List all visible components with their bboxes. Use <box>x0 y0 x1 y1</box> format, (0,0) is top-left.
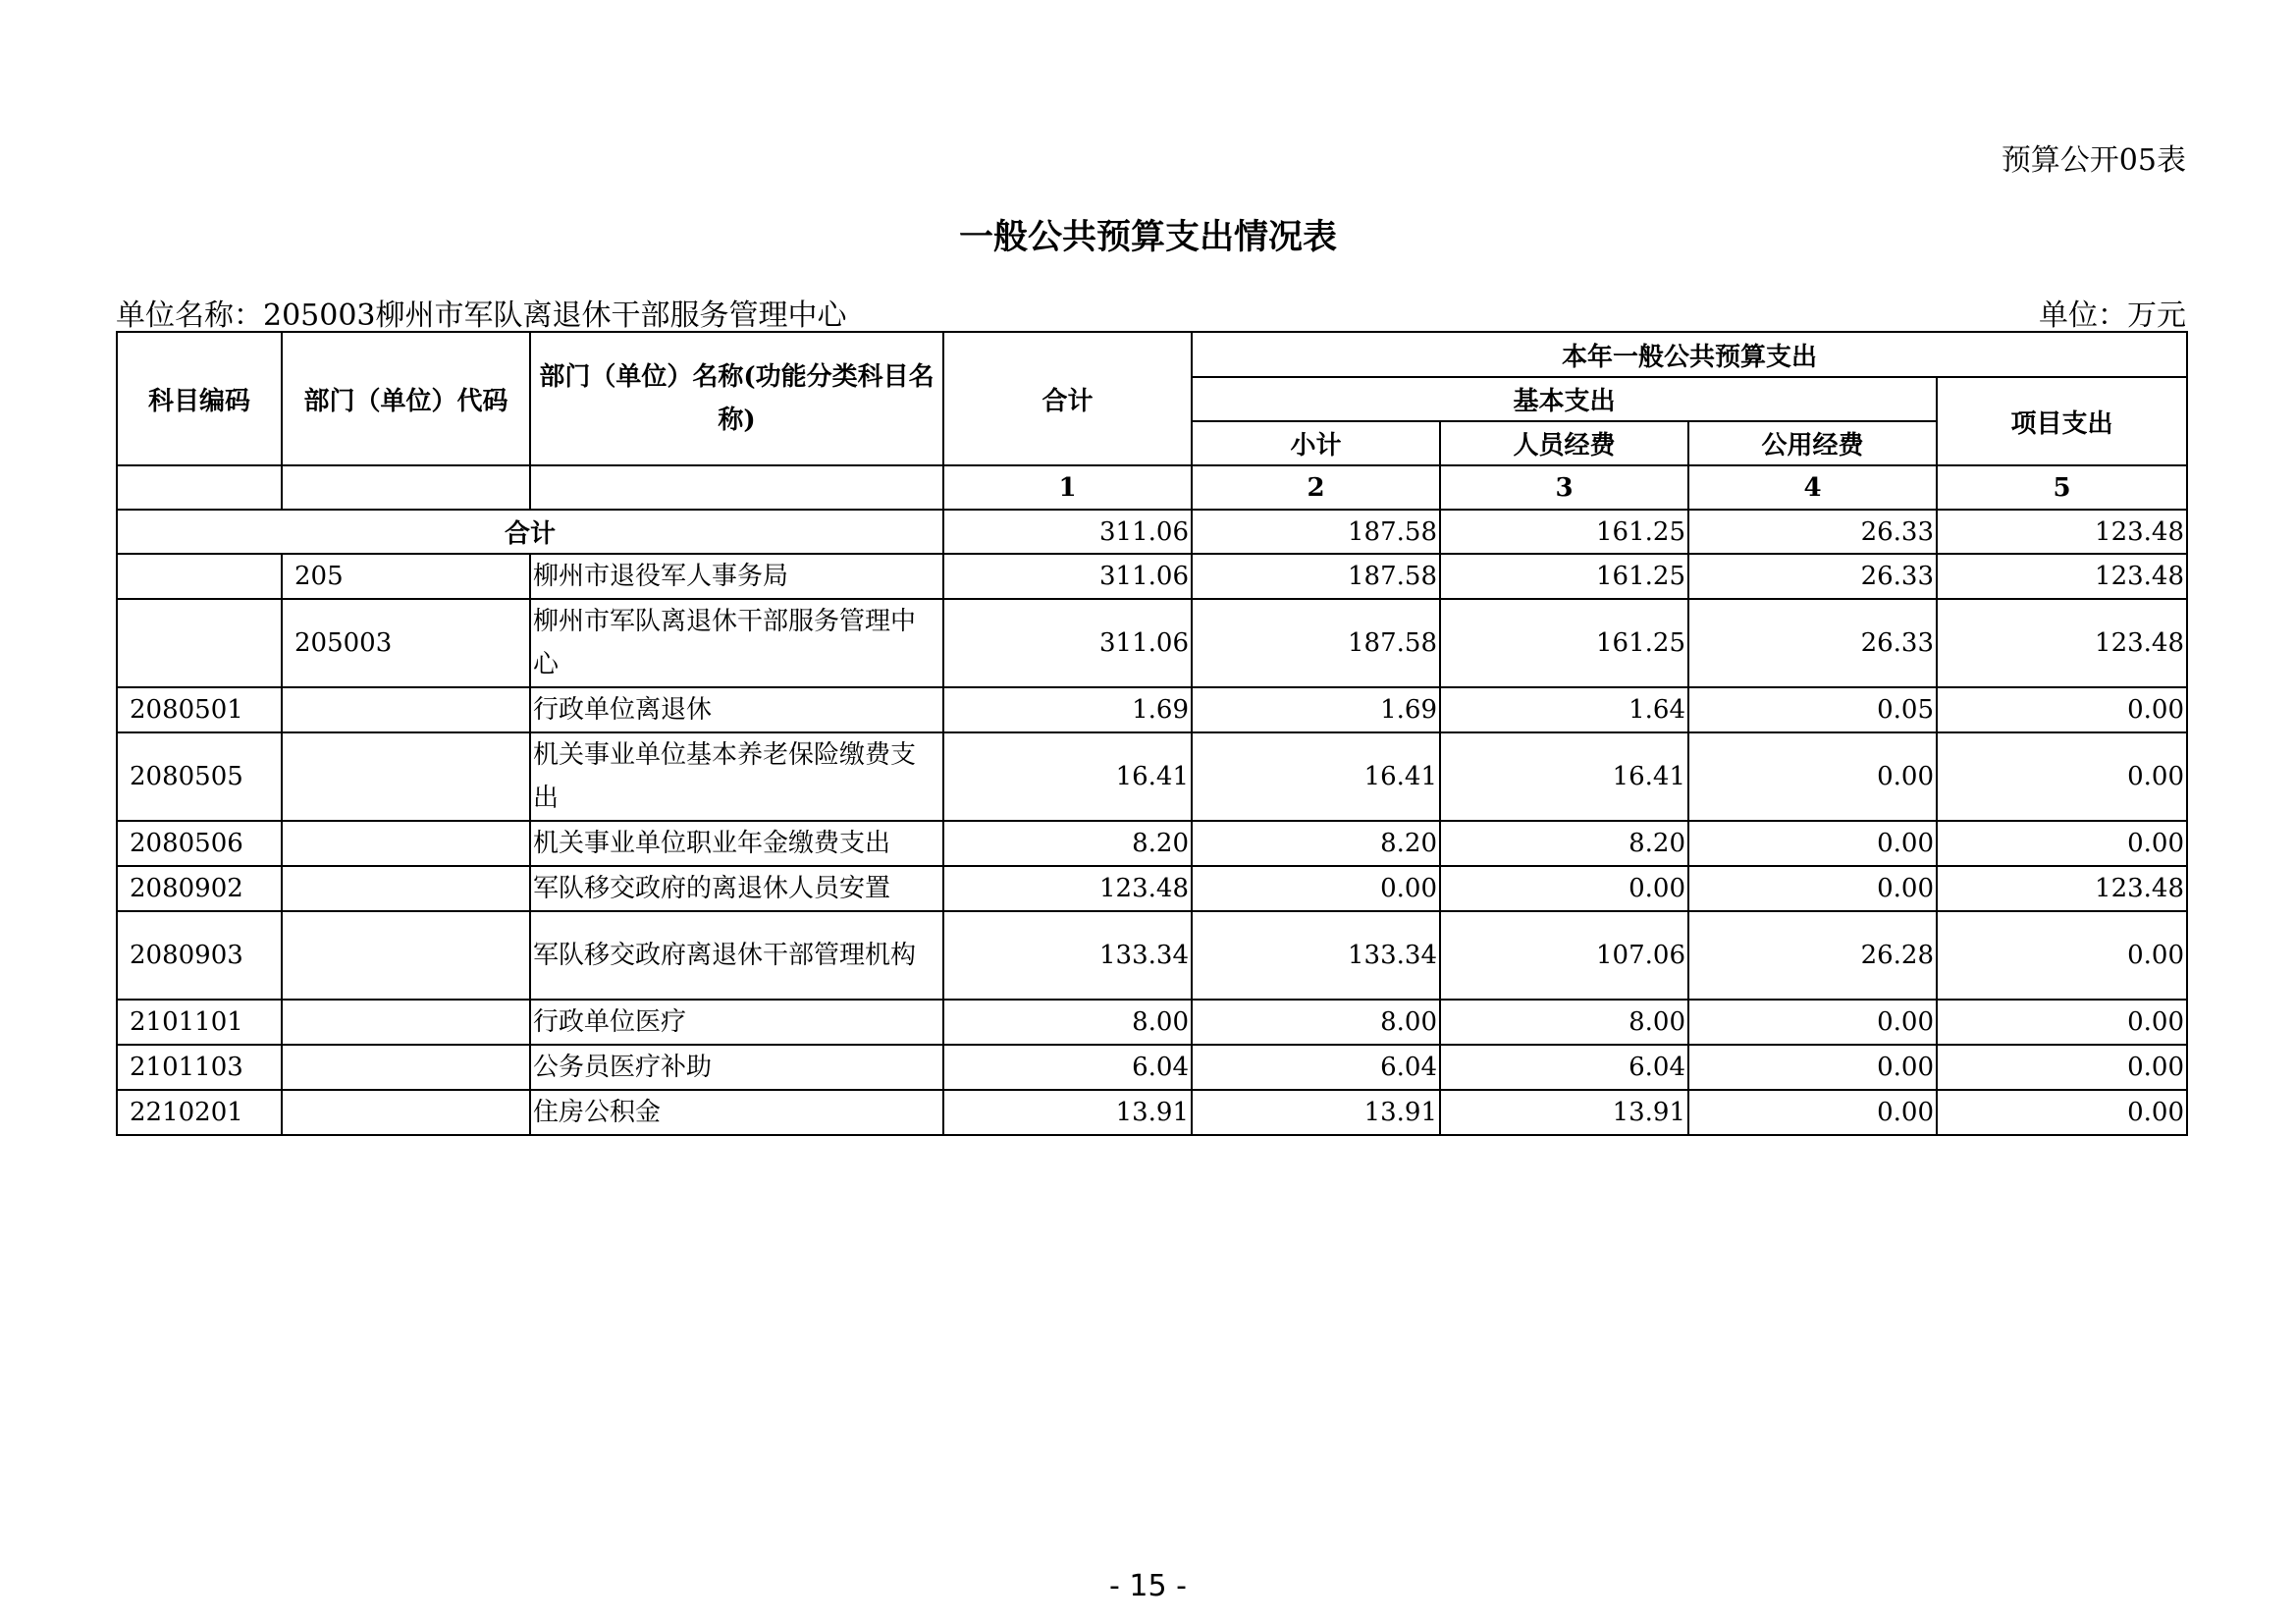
dept-code <box>282 1000 530 1045</box>
value-public: 0.00 <box>1688 866 1937 911</box>
unit-name: 单位名称：205003柳州市军队离退休干部服务管理中心 <box>116 298 847 333</box>
dept-code <box>282 1045 530 1090</box>
form-number: 预算公开05表 <box>2001 143 2186 178</box>
value-public: 0.00 <box>1688 821 1937 866</box>
value-total: 6.04 <box>943 1045 1192 1090</box>
value-personnel: 13.91 <box>1440 1090 1688 1135</box>
budget-table <box>116 331 2188 1136</box>
value-project: 0.00 <box>1937 1045 2187 1090</box>
header-public: 公用经费 <box>1688 421 1937 465</box>
dept-name: 柳州市退役军人事务局 <box>530 554 943 599</box>
dept-name: 机关事业单位职业年金缴费支出 <box>530 821 943 866</box>
subject-code: 2080902 <box>117 866 282 911</box>
dept-code <box>282 1090 530 1135</box>
total-value: 311.06 <box>943 510 1192 554</box>
value-personnel: 8.00 <box>1440 1000 1688 1045</box>
table-row <box>117 911 2187 1000</box>
value-public: 0.00 <box>1688 1000 1937 1045</box>
dept-code: 205 <box>282 554 530 599</box>
total-value: 26.33 <box>1688 510 1937 554</box>
value-project: 0.00 <box>1937 1000 2187 1045</box>
value-personnel: 161.25 <box>1440 554 1688 599</box>
value-personnel: 6.04 <box>1440 1045 1688 1090</box>
header-dept-code: 部门（单位）代码 <box>282 332 530 465</box>
column-number: 3 <box>1440 465 1688 510</box>
total-row <box>117 510 2187 554</box>
value-public: 0.00 <box>1688 732 1937 821</box>
value-subtotal: 8.00 <box>1192 1000 1440 1045</box>
value-total: 13.91 <box>943 1090 1192 1135</box>
value-project: 123.48 <box>1937 599 2187 687</box>
value-total: 1.69 <box>943 687 1192 732</box>
subject-code: 2080903 <box>117 911 282 1000</box>
value-total: 133.34 <box>943 911 1192 1000</box>
column-number-row <box>117 465 2187 510</box>
value-personnel: 107.06 <box>1440 911 1688 1000</box>
value-personnel: 8.20 <box>1440 821 1688 866</box>
value-total: 311.06 <box>943 599 1192 687</box>
header-subtotal: 小计 <box>1192 421 1440 465</box>
header-dept-name: 部门（单位）名称(功能分类科目名称) <box>530 332 943 465</box>
value-personnel: 16.41 <box>1440 732 1688 821</box>
value-subtotal: 6.04 <box>1192 1045 1440 1090</box>
dept-name: 行政单位医疗 <box>530 1000 943 1045</box>
dept-code: 205003 <box>282 599 530 687</box>
total-value: 123.48 <box>1937 510 2187 554</box>
dept-code <box>282 821 530 866</box>
value-public: 26.33 <box>1688 599 1937 687</box>
dept-name: 机关事业单位基本养老保险缴费支出 <box>530 732 943 821</box>
header-subject-code: 科目编码 <box>117 332 282 465</box>
table-row <box>117 554 2187 599</box>
value-personnel: 1.64 <box>1440 687 1688 732</box>
column-number: 2 <box>1192 465 1440 510</box>
value-personnel: 161.25 <box>1440 599 1688 687</box>
value-subtotal: 8.20 <box>1192 821 1440 866</box>
dept-code <box>282 866 530 911</box>
value-project: 123.48 <box>1937 554 2187 599</box>
dept-name: 公务员医疗补助 <box>530 1045 943 1090</box>
dept-name: 行政单位离退休 <box>530 687 943 732</box>
dept-name: 军队移交政府离退休干部管理机构 <box>530 911 943 1000</box>
total-value: 187.58 <box>1192 510 1440 554</box>
page-number: - 15 - <box>1109 1569 1187 1603</box>
dept-code <box>282 911 530 1000</box>
value-subtotal: 0.00 <box>1192 866 1440 911</box>
value-project: 0.00 <box>1937 687 2187 732</box>
value-personnel: 0.00 <box>1440 866 1688 911</box>
table-row <box>117 821 2187 866</box>
value-public: 26.33 <box>1688 554 1937 599</box>
value-total: 311.06 <box>943 554 1192 599</box>
value-public: 26.28 <box>1688 911 1937 1000</box>
table-row <box>117 732 2187 821</box>
value-public: 0.00 <box>1688 1045 1937 1090</box>
dept-name: 军队移交政府的离退休人员安置 <box>530 866 943 911</box>
value-public: 0.05 <box>1688 687 1937 732</box>
page-title: 一般公共预算支出情况表 <box>958 217 1337 257</box>
table-row <box>117 599 2187 687</box>
header-current-year: 本年一般公共预算支出 <box>1192 332 2187 377</box>
column-number: 4 <box>1688 465 1937 510</box>
dept-name: 柳州市军队离退休干部服务管理中心 <box>530 599 943 687</box>
table-row <box>117 1090 2187 1135</box>
value-subtotal: 187.58 <box>1192 599 1440 687</box>
value-subtotal: 13.91 <box>1192 1090 1440 1135</box>
header-total: 合计 <box>943 332 1192 465</box>
subject-code: 2210201 <box>117 1090 282 1135</box>
value-subtotal: 1.69 <box>1192 687 1440 732</box>
value-project: 0.00 <box>1937 732 2187 821</box>
value-project: 0.00 <box>1937 911 2187 1000</box>
subject-code <box>117 599 282 687</box>
table-row <box>117 1000 2187 1045</box>
value-subtotal: 16.41 <box>1192 732 1440 821</box>
subject-code: 2101101 <box>117 1000 282 1045</box>
value-project: 0.00 <box>1937 821 2187 866</box>
value-project: 0.00 <box>1937 1090 2187 1135</box>
table-row <box>117 1045 2187 1090</box>
total-value: 161.25 <box>1440 510 1688 554</box>
value-total: 8.20 <box>943 821 1192 866</box>
dept-name: 住房公积金 <box>530 1090 943 1135</box>
header-project: 项目支出 <box>1937 377 2187 465</box>
value-total: 123.48 <box>943 866 1192 911</box>
value-subtotal: 187.58 <box>1192 554 1440 599</box>
dept-code <box>282 732 530 821</box>
value-project: 123.48 <box>1937 866 2187 911</box>
subject-code: 2080505 <box>117 732 282 821</box>
table-header <box>117 332 2187 510</box>
subject-code <box>117 554 282 599</box>
column-number: 1 <box>943 465 1192 510</box>
dept-code <box>282 687 530 732</box>
subject-code: 2080506 <box>117 821 282 866</box>
value-public: 0.00 <box>1688 1090 1937 1135</box>
table-row <box>117 687 2187 732</box>
value-total: 16.41 <box>943 732 1192 821</box>
value-total: 8.00 <box>943 1000 1192 1045</box>
subject-code: 2080501 <box>117 687 282 732</box>
unit-label: 单位：万元 <box>2039 298 2186 333</box>
header-personnel: 人员经费 <box>1440 421 1688 465</box>
value-subtotal: 133.34 <box>1192 911 1440 1000</box>
subject-code: 2101103 <box>117 1045 282 1090</box>
header-basic: 基本支出 <box>1192 377 1937 421</box>
total-label: 合计 <box>117 510 943 554</box>
column-number: 5 <box>1937 465 2187 510</box>
table-row <box>117 866 2187 911</box>
